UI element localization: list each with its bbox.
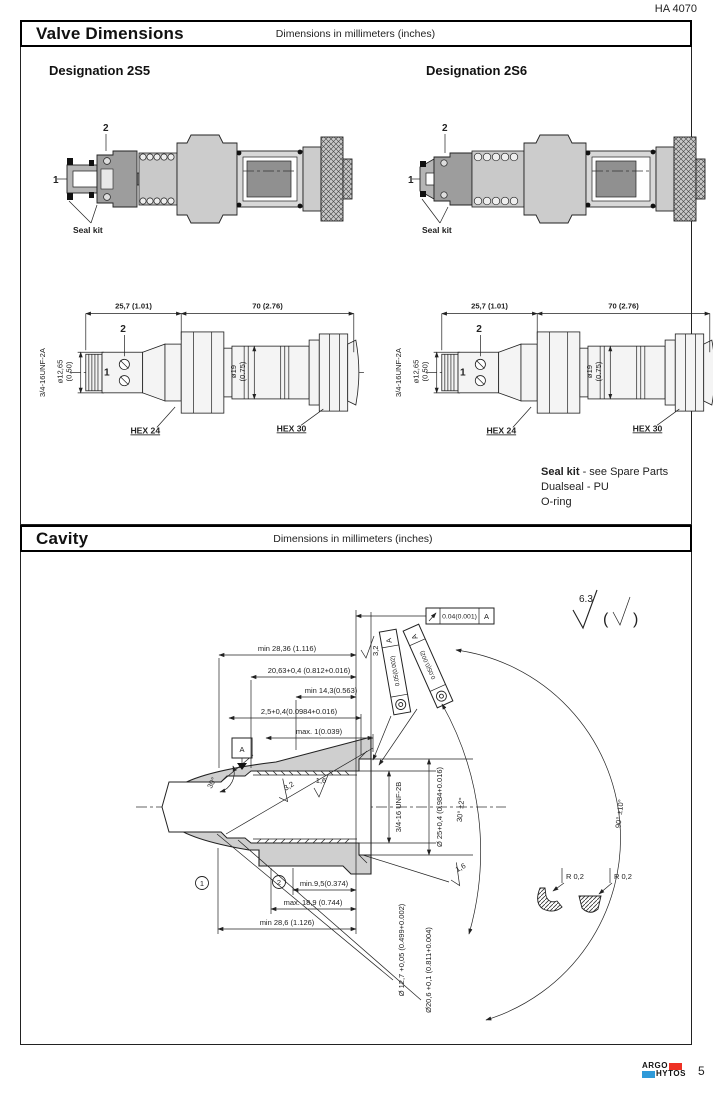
dia-nose-in: (0.50) [420, 361, 430, 382]
dim-counterbore-depth: max. 18,9 (0.744) [283, 898, 343, 907]
angle-seat-label: 30° ±2° [454, 796, 467, 823]
global-finish-value: 6.3 [579, 594, 593, 605]
outline-drawing-2s5 [33, 293, 368, 448]
valve-section-header [20, 20, 692, 47]
dim-chamfer-max: max. 1(0.039) [295, 727, 343, 736]
valve-section-body [20, 47, 692, 525]
valve-units-note: Dimensions in millimeters (inches) [275, 27, 436, 40]
seal-kit-note [541, 465, 668, 510]
cavity-section-title: Cavity [36, 528, 89, 548]
brand-argo: ARGO [642, 1061, 668, 1070]
seal-note-line3: O-ring [541, 495, 572, 508]
dim-full-depth: min 28,6 (1.126) [259, 918, 315, 927]
dim-front-length: 25,7 (1.01) [115, 301, 152, 311]
radius-detail-2 [579, 868, 632, 912]
roughness-32-plane [361, 636, 380, 658]
hex24-label: HEX 24 [130, 425, 161, 436]
detail-2-number: 2 [276, 878, 282, 887]
global-finish-symbol [573, 590, 638, 628]
dia-counterbore: Ø20,6 +0,1 (0.811+0.004) [424, 927, 433, 1013]
valve-outline [86, 332, 359, 413]
cavity-section-body [20, 552, 692, 1045]
concentricity-fcf-2 [403, 624, 453, 708]
seal-kit-label: Seal kit [422, 225, 452, 235]
radius-note-1: R 0,2 [566, 872, 584, 881]
valve-outline [442, 332, 713, 413]
port-2-label: 2 [476, 323, 482, 335]
concentricity-fcf-1 [379, 629, 410, 715]
knurled-nut [674, 137, 696, 221]
seal-note-line2: Dualseal - PU [541, 480, 609, 493]
cavity-section-header [20, 525, 692, 552]
dia-nose-mm: ø12,65 [411, 359, 421, 384]
dia-nose-mm: ø12,65 [55, 359, 65, 384]
port-2-label: 2 [120, 323, 126, 335]
roughness-32-label: 3,2 [371, 645, 380, 656]
thread-spec-2b: 3/4-16 UNF-2B [394, 781, 403, 833]
port-1-label: 1 [104, 367, 110, 379]
valve-body-cutaway [67, 135, 352, 223]
knurled-nut [321, 137, 343, 221]
roughness-32-label: 3,2 [281, 779, 296, 793]
dia-body-in: (0.75) [238, 361, 248, 382]
hex30-label: HEX 30 [632, 423, 663, 434]
paren-close: ) [633, 611, 639, 628]
dia-pilot: Ø 12,7 +0,05 (0.499+0.002) [397, 903, 406, 997]
detail-1-number: 1 [199, 879, 205, 888]
valve-section-title: Valve Dimensions [36, 23, 184, 43]
dim-thread-min: min 14,3(0.563) [304, 686, 358, 695]
datum-a-label: A [239, 745, 245, 754]
port-1-label: 1 [408, 175, 414, 186]
dim-body-length: 70 (2.76) [608, 301, 639, 311]
dia-nose-in: (0.50) [64, 361, 74, 382]
dim-front-length: 25,7 (1.01) [471, 301, 508, 311]
cavity-drawing [21, 552, 690, 1042]
concentricity-datum: A [384, 637, 394, 644]
designation-2s5-title: Designation 2S5 [49, 63, 151, 78]
angle-arcs [442, 650, 625, 1020]
document-code: HA 4070 [654, 3, 697, 15]
seal-note-lead: Seal kit [541, 466, 580, 478]
runout-fcf [356, 608, 494, 624]
paren-open: ( [603, 611, 609, 628]
dim-pilot-depth: min.9,5(0.374) [299, 879, 349, 888]
dia-spotface: Ø 25+0,4 (0.984+0.016) [435, 766, 444, 848]
angle-30-label: 30° [205, 775, 219, 790]
seal-note-lead-rest: - see Spare Parts [579, 466, 669, 478]
cavity-body [162, 737, 373, 874]
page-number: 5 [698, 1064, 705, 1078]
dim-depth-total: min 28,36 (1.116) [257, 644, 317, 653]
dia-body-in: (0.75) [594, 361, 604, 382]
thread-spec-2a: 3/4-16UNF-2A [394, 347, 404, 398]
concentricity-datum: A [409, 632, 420, 642]
cross-section-2s5 [51, 119, 356, 241]
cavity-units-note: Dimensions in millimeters (inches) [273, 532, 433, 545]
dim-spotface-depth: 2,5+0,4(0.0984+0.016) [260, 707, 338, 716]
port-2-label: 2 [442, 123, 448, 134]
concentricity-value: 0.05(0.002) [390, 655, 402, 687]
brand-hytos: HYTOS [656, 1069, 686, 1078]
concentricity-value: 0.05(0.002) [419, 649, 438, 680]
brand-blue-block [642, 1071, 655, 1078]
roughness-16-label: 1,6 [453, 861, 468, 875]
radius-note-2: R 0,2 [614, 872, 632, 881]
hex30-label: HEX 30 [276, 423, 307, 434]
dia-body-mm: ø19 [585, 364, 595, 379]
port-2-label: 2 [103, 123, 109, 134]
dim-body-length: 70 (2.76) [252, 301, 283, 311]
radius-detail-1 [538, 868, 584, 911]
designation-2s6-title: Designation 2S6 [426, 63, 528, 78]
roughness-16-seat [363, 855, 472, 888]
seal-kit-label: Seal kit [73, 225, 103, 235]
port-1-label: 1 [53, 175, 59, 186]
dim-depth-thread-start: 20,63+0,4 (0.812+0.016) [267, 666, 351, 675]
dia-body-mm: ø19 [229, 364, 239, 379]
hex24-label: HEX 24 [486, 425, 517, 436]
thread-spec-2a: 3/4-16UNF-2A [38, 347, 48, 398]
cross-section-2s6 [406, 119, 711, 241]
outline-drawing-2s6 [389, 293, 713, 448]
runout-datum: A [483, 612, 490, 621]
roughness-16-label: 1,6 [315, 776, 327, 785]
valve-body-cutaway [420, 135, 705, 223]
port-1-label: 1 [460, 367, 466, 379]
angle-mouth-label: 90° ±10° [613, 798, 626, 829]
runout-value: 0.04(0.001) [442, 613, 477, 621]
brand-logo [642, 1062, 686, 1078]
